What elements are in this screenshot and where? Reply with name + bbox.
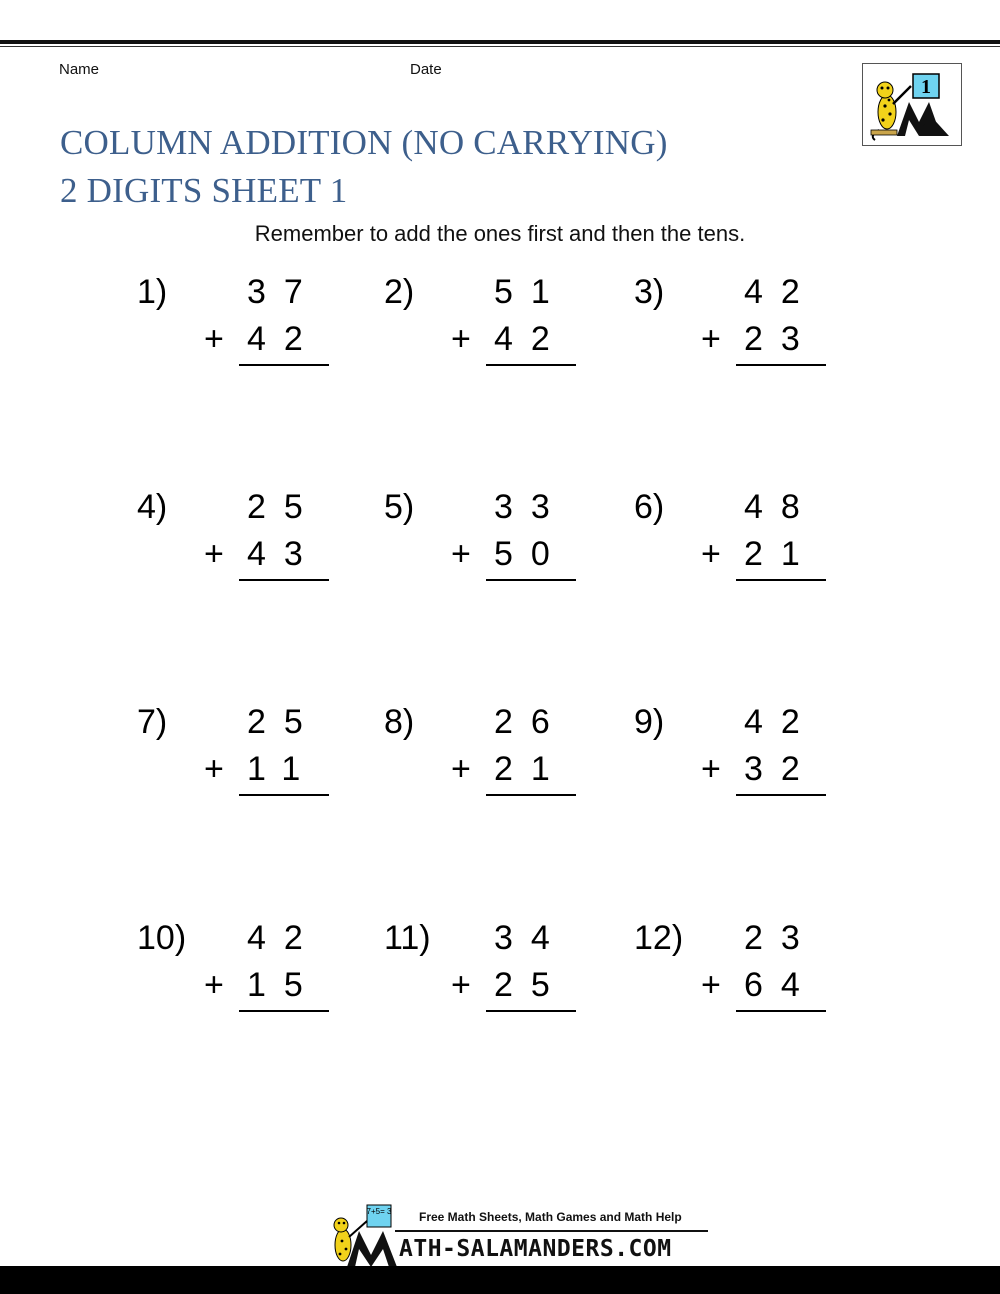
bottom-band: [0, 1266, 1000, 1294]
answer-line[interactable]: [736, 794, 826, 796]
answer-line[interactable]: [736, 364, 826, 366]
problem-number: 12): [634, 919, 684, 957]
addend-top: 48: [744, 488, 818, 526]
worksheet-title: COLUMN ADDITION (NO CARRYING): [60, 123, 668, 162]
problem-number: 4): [137, 488, 168, 526]
addend-top: 25: [247, 488, 321, 526]
problem-12: [634, 918, 854, 1028]
problem-5: [384, 487, 604, 597]
addend-top: 34: [494, 919, 568, 957]
footer-tagline: Free Math Sheets, Math Games and Math Help: [419, 1210, 682, 1224]
addend-top: 42: [247, 919, 321, 957]
problem-number: 6): [634, 488, 665, 526]
answer-line[interactable]: [239, 364, 329, 366]
addend-bottom: 23: [744, 320, 818, 358]
answer-line[interactable]: [486, 794, 576, 796]
plus-sign: +: [701, 535, 721, 573]
addend-bottom: 64: [744, 966, 818, 1004]
problem-number: 1): [137, 273, 168, 311]
plus-sign: +: [204, 535, 224, 573]
addend-top: 42: [744, 703, 818, 741]
problem-1: [137, 272, 357, 382]
plus-sign: +: [204, 320, 224, 358]
problem-4: [137, 487, 357, 597]
problem-number: 9): [634, 703, 665, 741]
problem-number: 2): [384, 273, 415, 311]
footer-rule: [395, 1230, 708, 1232]
addend-bottom: 50: [494, 535, 568, 573]
addend-top: 33: [494, 488, 568, 526]
problem-8: [384, 702, 604, 812]
problem-7: [137, 702, 357, 812]
instruction-text: Remember to add the ones first and then the tens.: [254, 221, 746, 246]
footer-brand[interactable]: ATH-SALAMANDERS.COM: [399, 1236, 672, 1262]
addend-top: 23: [744, 919, 818, 957]
addend-bottom: 42: [247, 320, 321, 358]
problem-10: [137, 918, 357, 1028]
addend-bottom: 25: [494, 966, 568, 1004]
plus-sign: +: [204, 750, 224, 788]
problem-3: [634, 272, 854, 382]
plus-sign: +: [701, 966, 721, 1004]
math-salamanders-logo: [862, 63, 962, 146]
answer-line[interactable]: [486, 1010, 576, 1012]
top-rule: [0, 40, 1000, 44]
salamander-footer-icon: [327, 1203, 399, 1269]
footer: [327, 1200, 717, 1270]
answer-line[interactable]: [736, 1010, 826, 1012]
problem-2: [384, 272, 604, 382]
plus-sign: +: [451, 535, 471, 573]
problem-number: 7): [137, 703, 168, 741]
problem-11: [384, 918, 604, 1028]
top-rule-thin: [0, 46, 1000, 47]
problem-number: 10): [137, 919, 187, 957]
addend-bottom: 32: [744, 750, 818, 788]
plus-sign: +: [451, 750, 471, 788]
answer-line[interactable]: [486, 364, 576, 366]
problem-9: [634, 702, 854, 812]
answer-line[interactable]: [239, 1010, 329, 1012]
name-label: Name: [59, 61, 100, 78]
addend-bottom: 42: [494, 320, 568, 358]
addend-bottom: 21: [494, 750, 568, 788]
addend-top: 26: [494, 703, 568, 741]
plus-sign: +: [701, 750, 721, 788]
logo-grade: 1: [921, 76, 931, 98]
plus-sign: +: [451, 320, 471, 358]
problem-number: 11): [384, 919, 431, 957]
addend-top: 42: [744, 273, 818, 311]
addend-top: 51: [494, 273, 568, 311]
salamander-icon: [863, 64, 963, 147]
problem-number: 5): [384, 488, 415, 526]
plus-sign: +: [204, 966, 224, 1004]
problem-number: 8): [384, 703, 415, 741]
addend-bottom: 43: [247, 535, 321, 573]
addend-bottom: 21: [744, 535, 818, 573]
problem-6: [634, 487, 854, 597]
date-label: Date: [410, 61, 442, 78]
plus-sign: +: [701, 320, 721, 358]
addend-top: 25: [247, 703, 321, 741]
addend-bottom: 11: [247, 750, 319, 788]
answer-line[interactable]: [239, 579, 329, 581]
addend-bottom: 15: [247, 966, 321, 1004]
addend-top: 37: [247, 273, 321, 311]
problem-number: 3): [634, 273, 665, 311]
answer-line[interactable]: [239, 794, 329, 796]
answer-line[interactable]: [486, 579, 576, 581]
worksheet-subtitle: 2 DIGITS SHEET 1: [60, 171, 348, 210]
footer-badge: 7+5= 3: [366, 1207, 392, 1216]
answer-line[interactable]: [736, 579, 826, 581]
plus-sign: +: [451, 966, 471, 1004]
